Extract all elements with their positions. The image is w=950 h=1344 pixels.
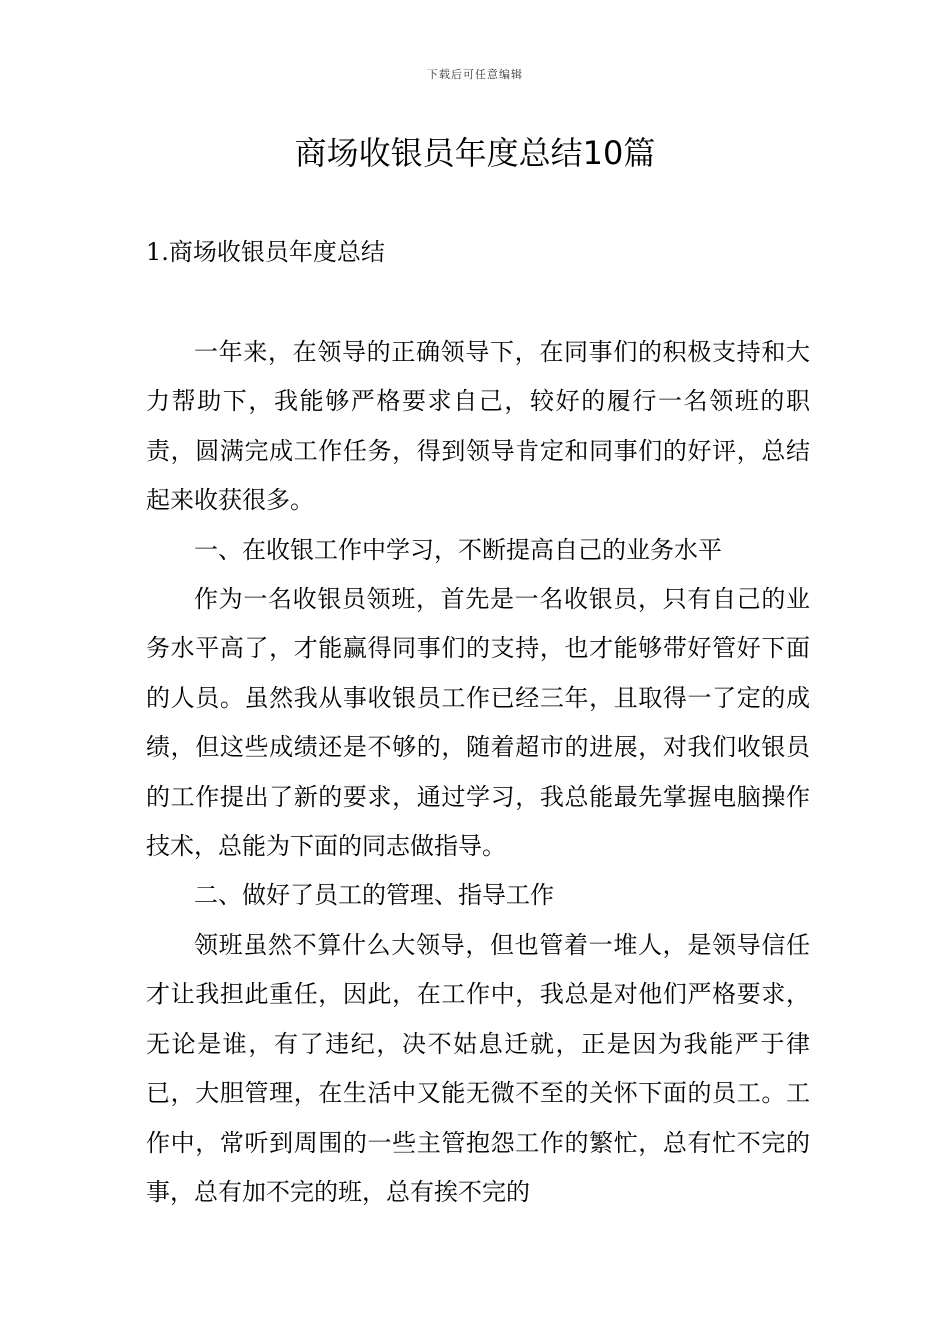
header-note: 下载后可任意编辑 [427, 68, 523, 81]
section-heading: 1.商场收银员年度总结 [146, 238, 385, 266]
document-title: 商场收银员年度总结10篇 [294, 134, 656, 172]
paragraph-1: 作为一名收银员领班，首先是一名收银员，只有自己的业务水平高了，才能赢得同事们的支持，也才能够带好管好下面的人员。虽然我从事收银员工作已经三年，且取得一了定的成绩，但这些成绩还是不够的，随着超市的进展，对我们收银员的工作提出了新的要求，通过学习，我总能最先掌握电脑操作技术，总能为下面的同志做指导。 [146, 585, 810, 861]
sub-heading-2: 二、做好了员工的管理、指导工作 [194, 881, 554, 910]
document-body [146, 328, 810, 1217]
sub-heading-1: 一、在收银工作中学习，不断提高自己的业务水平 [194, 535, 722, 564]
paragraph-intro: 一年来，在领导的正确领导下，在同事们的积极支持和大力帮助下，我能够严格要求自己，较好的履行一名领班的职责，圆满完成工作任务，得到领导肯定和同事们的好评，总结起来收获很多。 [146, 338, 810, 515]
paragraph-2: 领班虽然不算什么大领导，但也管着一堆人，是领导信任才让我担此重任，因此，在工作中，我总是对他们严格要求，无论是谁，有了违纪，决不姑息迁就，正是因为我能严于律已，大胆管理，在生活中又能无微不至的关怀下面的员工。工作中，常听到周围的一些主管抱怨工作的繁忙，总有忙不完的事，总有加不完的班，总有挨不完的 [146, 930, 810, 1206]
